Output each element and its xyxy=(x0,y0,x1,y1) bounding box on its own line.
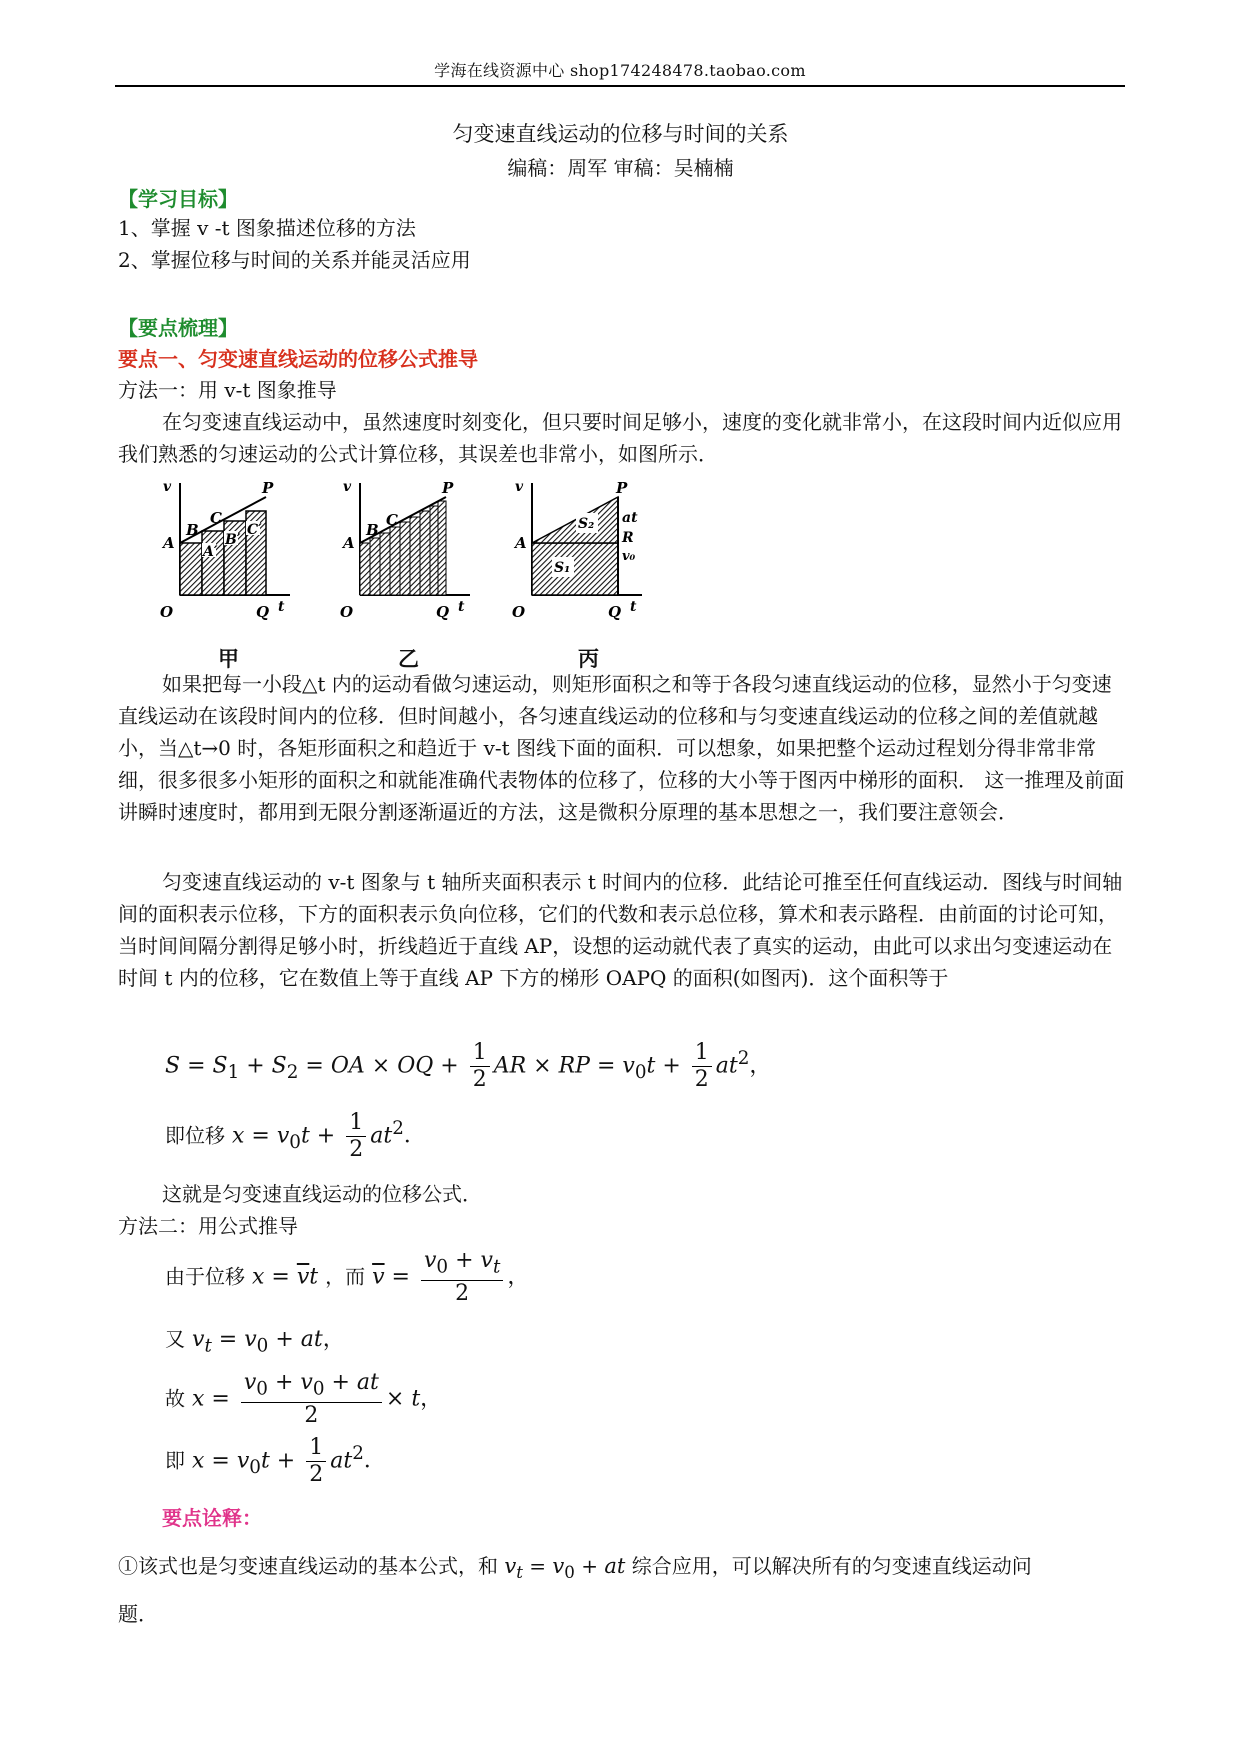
fig1-label-v: v xyxy=(163,479,172,495)
m2-equation-4: 即 $x = v_0t$ + $\frac{1}{2}$ $at^2$． xyxy=(165,1435,386,1487)
fig3-label-t: t xyxy=(630,599,637,615)
fig1-label-B: B xyxy=(186,521,199,539)
figure-jia xyxy=(160,475,300,645)
note-heading: 要点诠释： xyxy=(162,1506,262,1530)
fig3-label-v0: v₀ xyxy=(622,549,636,564)
note-item-1: ①该式也是匀变速直线运动的基本公式，和 $v_t = v_0$ + at 综合应用，可以解决所有的匀变速直线运动问 xyxy=(118,1554,1032,1582)
figure-bing xyxy=(512,475,672,645)
fig2-label-v: v xyxy=(343,479,352,495)
fig3-label-S1: S₁ xyxy=(554,560,571,576)
page-header: 学海在线资源中心 shop174248478.taobao.com xyxy=(434,61,806,80)
eq2-prefix: 即位移 xyxy=(165,1123,225,1148)
summary-heading: 【要点梳理】 xyxy=(118,316,238,340)
figure-caption-yi: 乙 xyxy=(398,646,419,671)
figure-yi xyxy=(340,475,480,645)
m2-equation-1: 由于位移 $x = \overline{v}t$ ，而 $\overline{v}$ = $\frac{v_0 + v_t}{2}$ ， xyxy=(165,1248,530,1307)
authors-line: 编稿：周军 审稿：吴楠楠 xyxy=(507,156,734,180)
fig1-label-A: A xyxy=(163,534,175,552)
goals-heading: 【学习目标】 xyxy=(118,187,238,211)
fig3-label-P: P xyxy=(616,479,628,497)
goal-item-2: 2、掌握位移与时间的关系并能灵活应用 xyxy=(118,248,471,272)
m2-equation-2: 又 $v_t = v_0$ + at， xyxy=(165,1327,345,1357)
fig3-label-S2: S₂ xyxy=(578,516,595,532)
fig2-label-A: A xyxy=(343,534,355,552)
fig2-label-P: P xyxy=(442,479,454,497)
fig3-label-R: R xyxy=(622,530,634,546)
paragraph-3: 匀变速直线运动的 v-t 图象与 t 轴所夹面积表示 t 时间内的位移．此结论可推至任何直线运动．图线与时间轴间的面积表示位移，下方的面积表示负向位移，它们的代数和表示总位移，算术和表示路程．由前面的讨论可知，当时间间隔分割得足够小时，折线趋近于直线 AP，设想的运动就代表了真实的运动，由此可以求出匀变速运动在时间 t 内的位移，它在数值上等于直线 AP 下方的梯形 OAPQ 的面积(如图丙)．这个面积等于 xyxy=(118,870,1123,990)
fig3-label-at: at xyxy=(622,510,638,526)
fig1-label-t: t xyxy=(278,599,285,615)
fig2-label-C: C xyxy=(386,511,398,529)
equation-area: $S = S_1 + S_2$ = OA × OQ + $\frac{1}{2}$ AR × RP = $v_0t$ + $\frac{1}{2}$ $at^2$， xyxy=(165,1040,772,1092)
paragraph-2: 如果把每一小段△t 内的运动看做匀速运动，则矩形面积之和等于各段匀速直线运动的位移，显然小于匀变速直线运动在该段时间内的位移．但时间越小，各匀速直线运动的位移和与匀变速直线运动的位移之间的差值就越小，当△t→0 时，各矩形面积之和趋近于 v-t 图线下面的面积．可以想象，如果把整个运动过程划分得非常非常细，很多很多小矩形的面积之和就能准确代表物体的位移了，位移的大小等于图丙中梯形的面积． 这一推理及前面讲瞬时速度时，都用到无限分割逐渐逼近的方法，这是微积分原理的基本思想之一，我们要注意领会． xyxy=(118,672,1125,824)
equation-displacement: 即位移 $x = v_0t$ + $\frac{1}{2}$ $at^2$． xyxy=(165,1110,426,1162)
fig3-label-A: A xyxy=(515,534,527,552)
paragraph-1: 在匀变速直线运动中，虽然速度时刻变化，但只要时间足够小，速度的变化就非常小，在这段时间内近似应用我们熟悉的匀速运动的公式计算位移，其误差也非常小，如图所示． xyxy=(118,410,1122,466)
fig2-label-O: O xyxy=(340,603,354,621)
fig1-label-P: P xyxy=(262,479,274,497)
figure-caption-jia: 甲 xyxy=(218,646,239,671)
fig2-label-Q: Q xyxy=(436,603,450,621)
figure-caption-bing: 丙 xyxy=(578,646,599,671)
fig1-label-O: O xyxy=(160,603,174,621)
fig1-label-B1: B′ xyxy=(225,532,241,548)
fig3-label-Q: Q xyxy=(608,603,622,621)
fig2-label-t: t xyxy=(458,599,465,615)
fig1-label-C: C xyxy=(210,509,222,527)
fig1-label-A1: A′ xyxy=(203,544,218,560)
fig1-label-C1: C′ xyxy=(247,522,262,538)
method2-heading: 方法二：用公式推导 xyxy=(118,1214,298,1238)
fig3-label-O: O xyxy=(512,603,526,621)
vt-figures xyxy=(160,475,680,671)
fig1-label-Q: Q xyxy=(256,603,270,621)
document-title: 匀变速直线运动的位移与时间的关系 xyxy=(452,122,789,146)
note-item-1-end: 题． xyxy=(118,1602,158,1626)
m2-equation-3: 故 x = $\frac{v_0 + v_0 + at}{2}$ × t， xyxy=(165,1370,443,1429)
method1-heading: 方法一：用 v-t 图象推导 xyxy=(118,378,337,402)
point1-heading: 要点一、匀变速直线运动的位移公式推导 xyxy=(118,347,478,371)
header-rule xyxy=(115,85,1125,87)
conclusion-1: 这就是匀变速直线运动的位移公式． xyxy=(162,1182,482,1206)
fig2-label-B: B xyxy=(366,521,379,539)
goal-item-1: 1、掌握 v -t 图象描述位移的方法 xyxy=(118,216,416,240)
fig3-label-v: v xyxy=(515,479,524,495)
